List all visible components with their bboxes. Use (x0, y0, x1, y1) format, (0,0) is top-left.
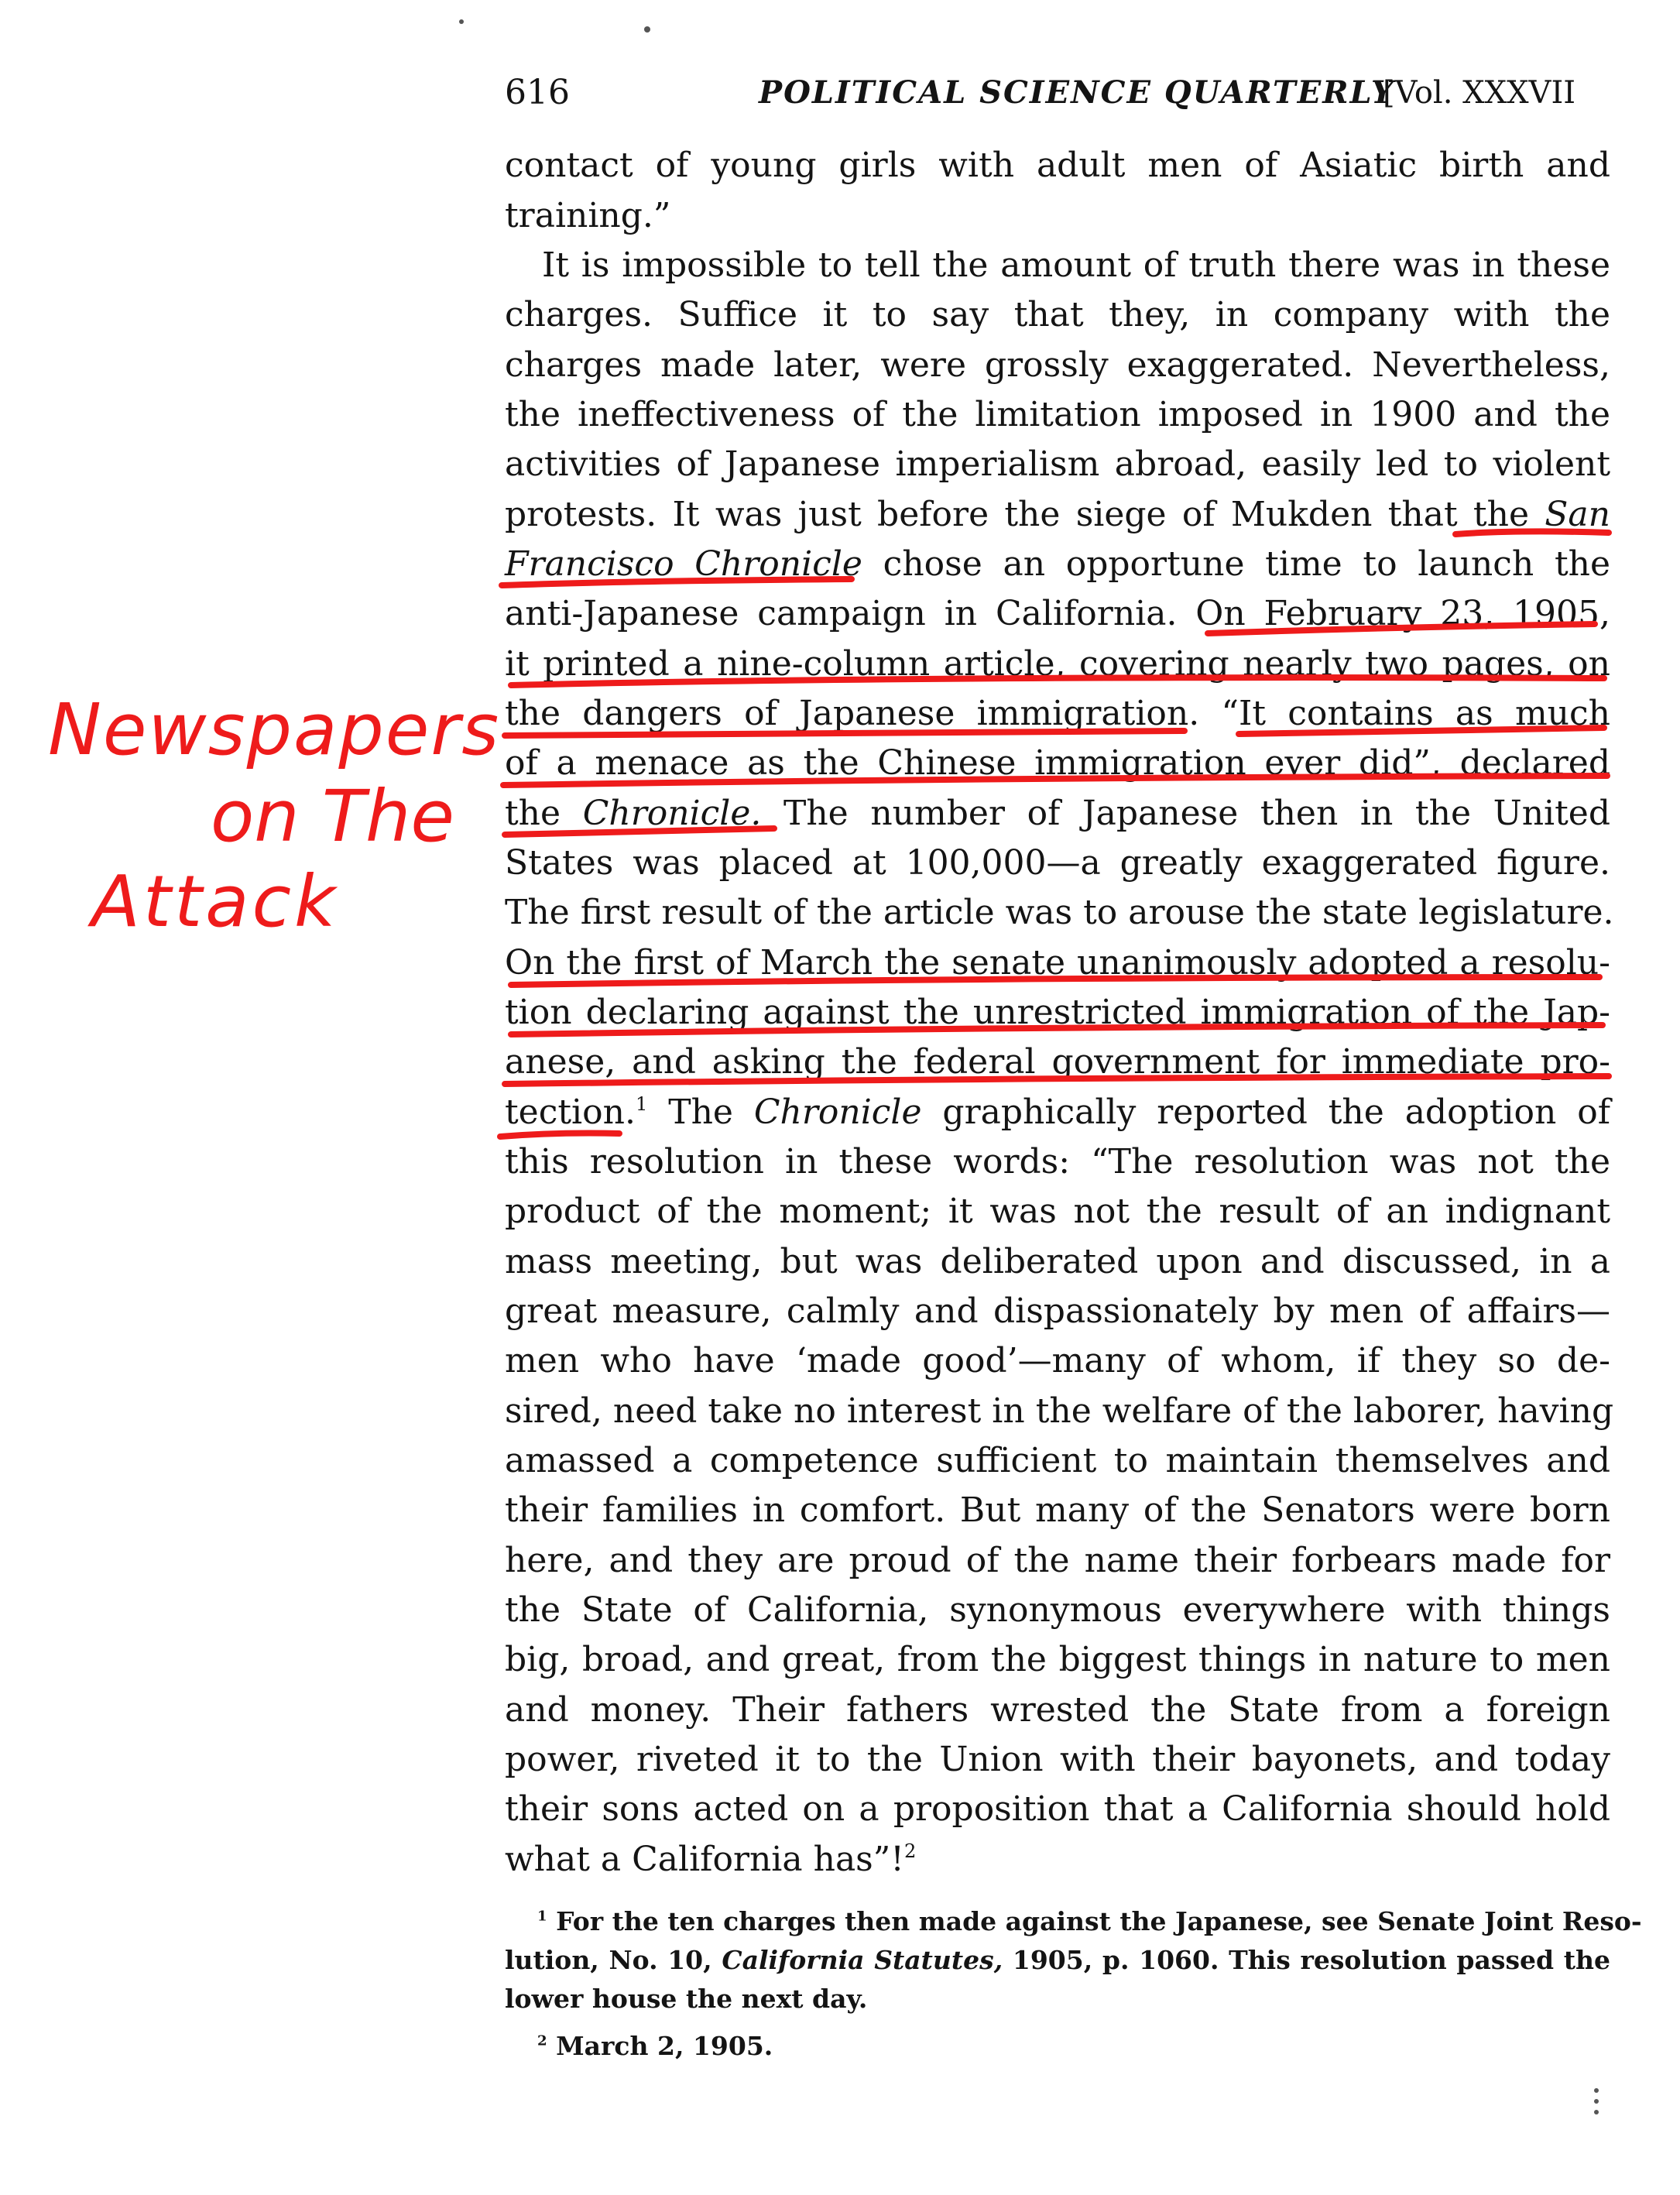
text-line: contact of young girls with adult men of Asiatic birth and (505, 146, 1610, 185)
scan-speck (1594, 2110, 1599, 2114)
text-span: The (647, 1092, 754, 1132)
text-span: lution, No. 10, (505, 1945, 722, 1975)
text-line: On the first of March the senate unanimously adopted a resolu- (505, 943, 1610, 983)
text-line: product of the moment; it was not the result of an indignant (505, 1192, 1610, 1231)
text-line: and money. Their fathers wrested the State from a foreign (505, 1690, 1610, 1730)
text-span: The number of Japanese then in the United (761, 794, 1610, 833)
text-span: chose an opportune time to launch the (862, 544, 1610, 584)
text-span: what a California has”! (505, 1840, 904, 1879)
text-line: power, riveted it to the Union with their bayonets, and today (505, 1740, 1610, 1779)
text-line: anese, and asking the federal government for immediate pro- (505, 1042, 1610, 1082)
footnote-mark: 1 (537, 1908, 547, 1925)
text-line: of a menace as the Chinese immigration ever did”, declared (505, 743, 1610, 783)
underline-strokes (500, 531, 1614, 1137)
text-line: this resolution in these words: “The resolution was not the (505, 1142, 1610, 1182)
text-line: charges made later, were grossly exaggerated. Nevertheless, (505, 345, 1610, 385)
underline-stroke (1455, 531, 1609, 534)
underline-stroke (503, 776, 1607, 785)
underline-stroke (511, 977, 1599, 985)
text-line: It is impossible to tell the amount of truth there was in these (542, 245, 1610, 285)
text-line: their families in comfort. But many of the Senators were born (505, 1490, 1610, 1530)
page-number: 616 (505, 73, 570, 112)
text-line: big, broad, and great, from the biggest things in nature to men (505, 1640, 1610, 1679)
underline-stroke (500, 1134, 619, 1137)
text-line: training.” (505, 196, 671, 235)
text-span: 1905, p. 1060. This resolution passed the (1003, 1945, 1611, 1975)
journal-title: POLITICAL SCIENCE QUARTERLY (759, 74, 1395, 111)
underline-stroke (505, 1076, 1609, 1084)
text-line: charges. Suffice it to say that they, in company with the (505, 295, 1610, 334)
italic-span: Chronicle (753, 1092, 922, 1132)
italic-span: Chronicle. (582, 794, 762, 833)
italic-span: California Statutes, (722, 1945, 1003, 1975)
italic-span: Francisco Chronicle (505, 544, 862, 584)
scan-speck (1594, 2088, 1599, 2093)
text-line: tion declaring against the unrestricted immigration of the Jap- (505, 993, 1610, 1032)
text-line: amassed a competence sufficient to maintain themselves and (505, 1441, 1610, 1480)
text-span: tection. (505, 1092, 636, 1132)
text-line: here, and they are proud of the name their forbears made for (505, 1541, 1610, 1580)
text-line: States was placed at 100,000—a greatly exaggerated figure. (505, 843, 1610, 883)
footnote-mark: 2 (537, 2032, 547, 2049)
underline-stroke (511, 677, 1604, 685)
footnote-ref: 1 (635, 1093, 648, 1116)
text-span: For the ten charges then made against the Japanese, see Senate Joint Reso- (556, 1906, 1642, 1936)
text-span: graphically reported the adoption of (921, 1092, 1611, 1132)
text-line: sired, need take no interest in the welfare of the laborer, having (505, 1391, 1614, 1431)
text-line: mass meeting, but was deliberated upon and discussed, in a (505, 1242, 1610, 1281)
underline-stroke (1208, 624, 1595, 633)
text-line: great measure, calmly and dispassionately by men of affairs— (505, 1291, 1610, 1331)
scan-speck (1594, 2099, 1599, 2104)
footnote-line: lower house the next day. (505, 1984, 868, 2014)
text-line: the ineffectiveness of the limitation imposed in 1900 and the (505, 395, 1610, 434)
underline-stroke (505, 828, 774, 835)
underline-stroke (502, 579, 852, 585)
handwritten-note-line: Attack (91, 860, 339, 943)
text-line: it printed a nine-column article, covering nearly two pages, on (505, 644, 1610, 684)
text-span: protests. It was just before the siege of Mukden that the (505, 495, 1529, 534)
italic-span: San (1545, 495, 1610, 534)
underline-stroke (1239, 728, 1604, 734)
scan-speck (644, 26, 650, 33)
text-span: the (505, 794, 583, 833)
text-line: The first result of the article was to arouse the state legislature. (505, 893, 1614, 932)
handwritten-note-line: Newspapers (48, 688, 501, 771)
text-span: March 2, 1905. (556, 2031, 773, 2061)
scan-speck (459, 19, 464, 24)
text-line: activities of Japanese imperialism abroad, easily led to violent (505, 444, 1610, 484)
footnote-ref: 2 (903, 1840, 917, 1863)
text-line: their sons acted on a proposition that a California should hold (505, 1789, 1610, 1829)
underline-stroke (511, 1025, 1603, 1034)
text-line: the State of California, synonymous everywhere with things (505, 1590, 1610, 1630)
text-line: anti-Japanese campaign in California. On February 23, 1905, (505, 594, 1610, 633)
volume-label: [Vol. XXXVII (1383, 75, 1576, 111)
underline-stroke (505, 731, 1185, 736)
handwritten-note-line: on The (211, 775, 454, 858)
text-line: men who have ‘made good’—many of whom, if they so de- (505, 1341, 1610, 1380)
text-line: the dangers of Japanese immigration. “It contains as much (505, 694, 1610, 733)
